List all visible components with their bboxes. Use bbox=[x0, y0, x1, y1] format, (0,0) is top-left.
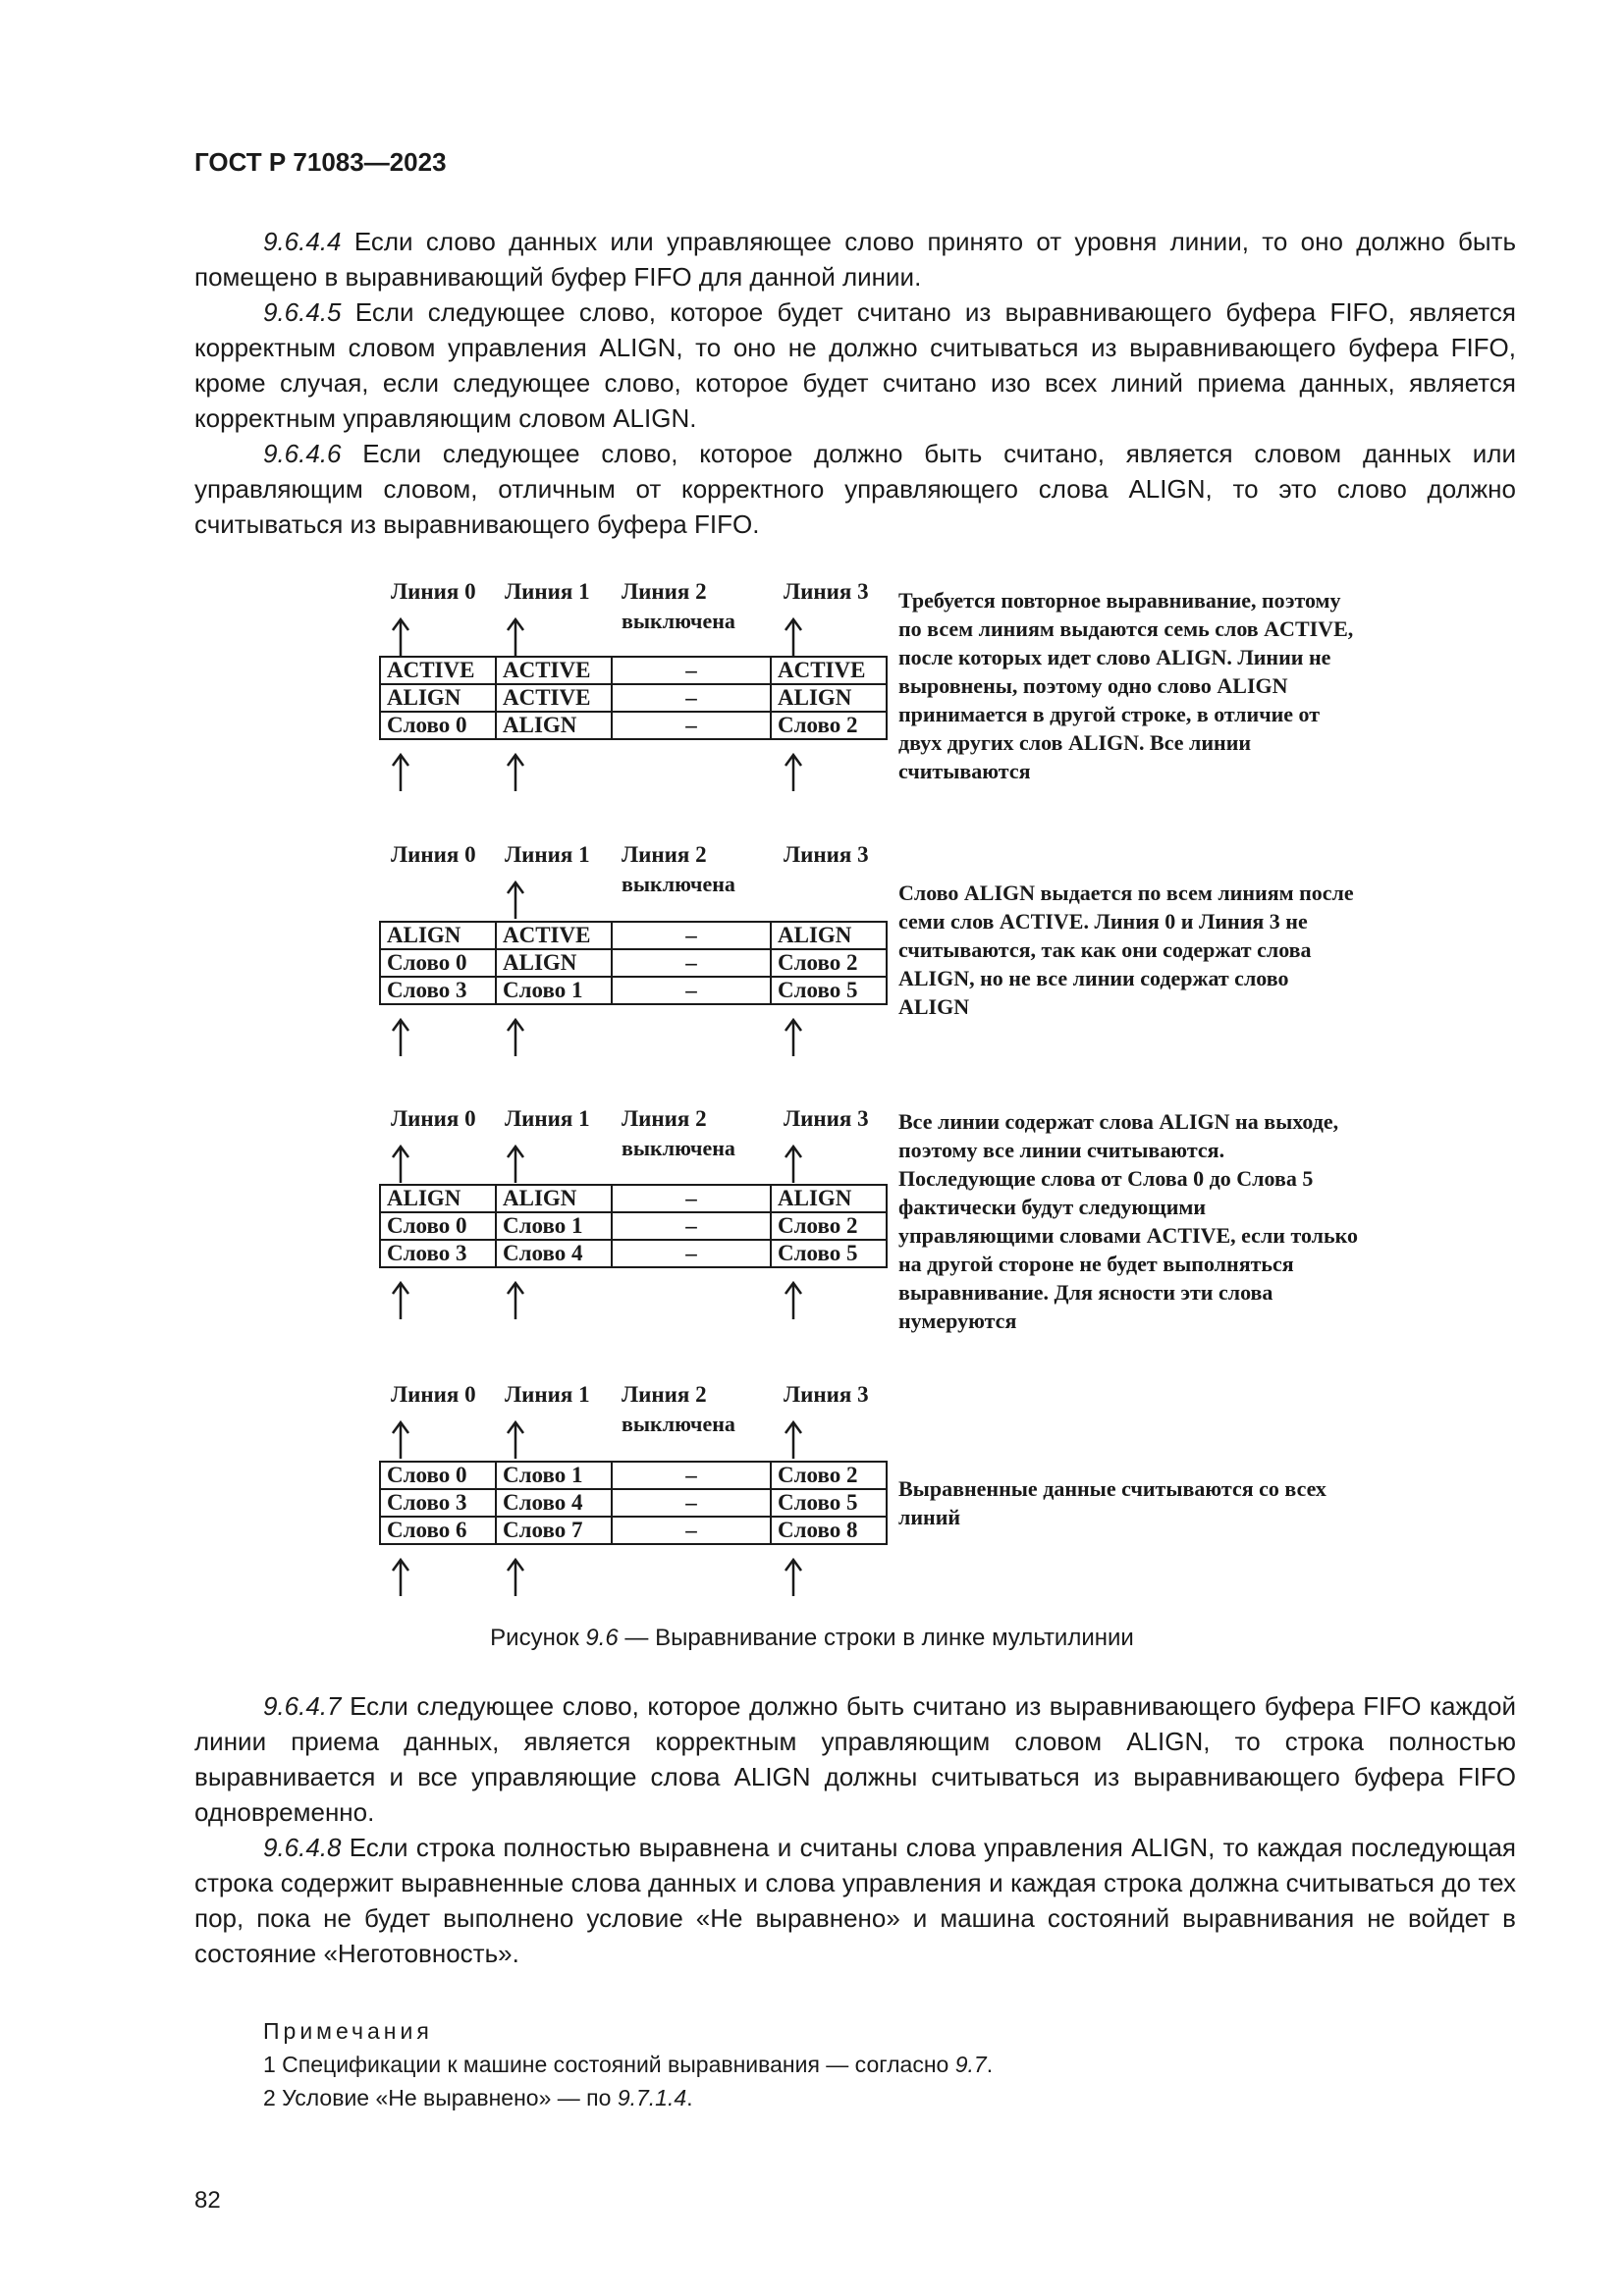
table-cell: ALIGN bbox=[380, 1185, 496, 1212]
table-cell: ACTIVE bbox=[496, 684, 612, 712]
note-item bbox=[263, 2048, 993, 2081]
arrow-up-icon bbox=[390, 1017, 411, 1056]
panel-4-description: Выравненные данные считываются со всех линий bbox=[898, 1476, 1326, 1529]
table-cell: ALIGN bbox=[771, 1185, 887, 1212]
table-cell: Слово 3 bbox=[380, 1489, 496, 1517]
table-cell: ALIGN bbox=[771, 684, 887, 712]
caption-number: 9.6 bbox=[585, 1625, 619, 1651]
table-cell: ALIGN bbox=[496, 1185, 612, 1212]
note-item bbox=[263, 2081, 993, 2114]
lane-2-label bbox=[622, 1380, 735, 1439]
fifo-table-2 bbox=[379, 921, 888, 1005]
table-cell: ALIGN bbox=[380, 684, 496, 712]
note-end: . bbox=[686, 2085, 693, 2110]
note-reference: 9.7.1.4 bbox=[617, 2085, 687, 2110]
table-cell: – bbox=[612, 1185, 771, 1212]
table-cell: ALIGN bbox=[496, 949, 612, 977]
table-cell: Слово 3 bbox=[380, 977, 496, 1004]
panel-2-description: Слово ALIGN выдается по всем линиям после семи слов ACTIVE. Линия 0 и Линия 3 не считываются, так как они содержат слова ALIGN, но не все линии содержат слово ALIGN bbox=[898, 881, 1354, 1019]
lane-1-label: Линия 1 bbox=[505, 579, 590, 604]
table-cell: Слово 0 bbox=[380, 949, 496, 977]
table-row bbox=[380, 1462, 887, 1489]
arrow-up-icon bbox=[783, 1144, 804, 1183]
lane-2-label bbox=[622, 840, 735, 899]
table-cell: Слово 4 bbox=[496, 1489, 612, 1517]
lane-2-disabled-label: выключена bbox=[622, 872, 735, 896]
table-cell: ALIGN bbox=[496, 712, 612, 739]
arrow-up-icon bbox=[505, 752, 526, 791]
table-cell: – bbox=[612, 684, 771, 712]
lane-0-label: Линия 0 bbox=[391, 1382, 476, 1407]
table-cell: – bbox=[612, 922, 771, 949]
table-row bbox=[380, 1240, 887, 1267]
lane-2-label bbox=[622, 577, 735, 636]
table-cell: Слово 7 bbox=[496, 1517, 612, 1544]
note-text: 2 Условие «Не выравнено» — по bbox=[263, 2085, 618, 2110]
arrow-up-icon bbox=[390, 616, 411, 656]
table-cell: Слово 5 bbox=[771, 1240, 887, 1267]
lane-1-label: Линия 1 bbox=[505, 1106, 590, 1131]
table-row bbox=[380, 922, 887, 949]
paragraph-text: Если слово данных или управляющее слово принято от уровня линии, то оно должно быть помещено в выравнивающий буфер FIFO для данной линии. bbox=[194, 227, 1516, 292]
panel-3-description: Все линии содержат слова ALIGN на выходе, поэтому все линии считываются. Последующие слова от Слова 0 до Слова 5 фактически будут следующими управляющими словами ACTIVE, если только на другой стороне не будет выполняться выравнивание. Для ясности эти слова нумеруются bbox=[898, 1109, 1359, 1333]
table-cell: Слово 2 bbox=[771, 712, 887, 739]
arrow-up-icon bbox=[505, 880, 526, 919]
table-cell: Слово 5 bbox=[771, 1489, 887, 1517]
lane-2-title: Линия 2 bbox=[622, 579, 707, 604]
lane-2-disabled-label: выключена bbox=[622, 1412, 735, 1436]
table-cell: ACTIVE bbox=[496, 657, 612, 684]
arrow-up-icon bbox=[390, 1280, 411, 1319]
lane-3-label: Линия 3 bbox=[784, 1106, 869, 1131]
clause-number: 9.6.4.5 bbox=[263, 297, 342, 327]
paragraph-9-6-4-8 bbox=[194, 1830, 1516, 1971]
arrow-up-icon bbox=[505, 616, 526, 656]
arrow-up-icon bbox=[505, 1419, 526, 1459]
notes-title: Примечания bbox=[263, 2018, 433, 2044]
arrow-up-icon bbox=[783, 616, 804, 656]
paragraph-9-6-4-4 bbox=[194, 224, 1516, 294]
lane-3-label: Линия 3 bbox=[784, 842, 869, 867]
lane-2-title: Линия 2 bbox=[622, 1106, 707, 1131]
arrow-up-icon bbox=[783, 752, 804, 791]
lane-0-label: Линия 0 bbox=[391, 1106, 476, 1131]
table-cell: Слово 0 bbox=[380, 1462, 496, 1489]
table-cell: Слово 8 bbox=[771, 1517, 887, 1544]
table-cell: – bbox=[612, 712, 771, 739]
table-cell: Слово 2 bbox=[771, 1462, 887, 1489]
table-row bbox=[380, 684, 887, 712]
arrow-up-icon bbox=[390, 752, 411, 791]
table-cell: Слово 1 bbox=[496, 977, 612, 1004]
paragraph-9-6-4-5 bbox=[194, 294, 1516, 436]
table-cell: ACTIVE bbox=[380, 657, 496, 684]
caption-prefix: Рисунок bbox=[490, 1625, 586, 1651]
table-cell: Слово 1 bbox=[496, 1462, 612, 1489]
table-cell: Слово 2 bbox=[771, 949, 887, 977]
table-cell: Слово 4 bbox=[496, 1240, 612, 1267]
table-cell: – bbox=[612, 657, 771, 684]
table-row bbox=[380, 977, 887, 1004]
table-row bbox=[380, 657, 887, 684]
paragraph-9-6-4-7 bbox=[194, 1688, 1516, 1830]
table-cell: ALIGN bbox=[771, 922, 887, 949]
table-cell: ACTIVE bbox=[771, 657, 887, 684]
arrow-up-icon bbox=[783, 1017, 804, 1056]
lane-2-disabled-label: выключена bbox=[622, 609, 735, 633]
fifo-table-1 bbox=[379, 656, 888, 740]
table-cell: – bbox=[612, 1240, 771, 1267]
table-cell: Слово 2 bbox=[771, 1212, 887, 1240]
table-cell: – bbox=[612, 949, 771, 977]
paragraph-text: Если строка полностью выравнена и считаны слова управления ALIGN, то каждая последующая строка содержит выравненные слова данных и слова управления и каждая строка должна считываться до тех пор, пока не будет выполнено условие «Не выравнено» и машина состояний выравнивания не войдет в состояние «Неготовность». bbox=[194, 1833, 1516, 1968]
table-cell: – bbox=[612, 977, 771, 1004]
arrow-up-icon bbox=[505, 1557, 526, 1596]
lane-2-disabled-label: выключена bbox=[622, 1136, 735, 1160]
table-cell: ALIGN bbox=[380, 922, 496, 949]
body-text-top bbox=[194, 224, 1516, 542]
table-row bbox=[380, 1517, 887, 1544]
table-row bbox=[380, 1185, 887, 1212]
table-cell: Слово 6 bbox=[380, 1517, 496, 1544]
paragraph-text: Если следующее слово, которое будет считано из выравнивающего буфера FIFO, является корректным словом управления ALIGN, то оно не должно считываться из выравнивающего буфера FIFO, кроме случая, если следующее слово, которое будет считано изо всех линий приема данных, является корректным управляющим словом ALIGN. bbox=[194, 297, 1516, 433]
table-row bbox=[380, 1489, 887, 1517]
note-end: . bbox=[986, 2052, 994, 2077]
paragraph-text: Если следующее слово, которое должно быть считано, является словом данных или управляющим словом, отличным от корректного управляющего слова ALIGN, то это слово должно считываться из выравнивающего буфера FIFO. bbox=[194, 439, 1516, 539]
page-number: 82 bbox=[194, 2187, 221, 2214]
table-cell: – bbox=[612, 1517, 771, 1544]
table-row bbox=[380, 949, 887, 977]
table-cell: Слово 0 bbox=[380, 1212, 496, 1240]
table-cell: Слово 5 bbox=[771, 977, 887, 1004]
notes bbox=[263, 2014, 993, 2114]
lane-2-title: Линия 2 bbox=[622, 842, 707, 867]
caption-text: — Выравнивание строки в линке мультилинии bbox=[618, 1625, 1134, 1651]
lane-0-label: Линия 0 bbox=[391, 842, 476, 867]
arrow-up-icon bbox=[390, 1557, 411, 1596]
lane-3-label: Линия 3 bbox=[784, 579, 869, 604]
lane-2-label bbox=[622, 1104, 735, 1163]
table-cell: – bbox=[612, 1462, 771, 1489]
arrow-up-icon bbox=[390, 1144, 411, 1183]
table-cell: – bbox=[612, 1212, 771, 1240]
arrow-up-icon bbox=[505, 1017, 526, 1056]
fifo-table-3 bbox=[379, 1184, 888, 1268]
clause-number: 9.6.4.6 bbox=[263, 439, 342, 468]
arrow-up-icon bbox=[783, 1280, 804, 1319]
table-cell: ACTIVE bbox=[496, 922, 612, 949]
arrow-up-icon bbox=[783, 1419, 804, 1459]
clause-number: 9.6.4.4 bbox=[263, 227, 342, 256]
paragraph-9-6-4-6 bbox=[194, 436, 1516, 542]
clause-number: 9.6.4.7 bbox=[263, 1691, 342, 1721]
lane-1-label: Линия 1 bbox=[505, 1382, 590, 1407]
arrow-up-icon bbox=[505, 1280, 526, 1319]
lane-2-title: Линия 2 bbox=[622, 1382, 707, 1407]
arrow-up-icon bbox=[505, 1144, 526, 1183]
table-cell: Слово 3 bbox=[380, 1240, 496, 1267]
table-cell: – bbox=[612, 1489, 771, 1517]
table-row bbox=[380, 712, 887, 739]
lane-0-label: Линия 0 bbox=[391, 579, 476, 604]
table-cell: Слово 1 bbox=[496, 1212, 612, 1240]
paragraph-text: Если следующее слово, которое должно быть считано из выравнивающего буфера FIFO каждой линии приема данных, является корректным управляющим словом ALIGN, то строка полностью выравнивается и все управляющие слова ALIGN должны считываться из выравнивающего буфера FIFO одновременно. bbox=[194, 1691, 1516, 1827]
page-header: ГОСТ Р 71083—2023 bbox=[194, 147, 447, 177]
fifo-table-4 bbox=[379, 1461, 888, 1545]
table-cell: Слово 0 bbox=[380, 712, 496, 739]
lane-3-label: Линия 3 bbox=[784, 1382, 869, 1407]
arrow-up-icon bbox=[783, 1557, 804, 1596]
arrow-up-icon bbox=[390, 1419, 411, 1459]
body-text-bottom bbox=[194, 1688, 1516, 1971]
table-row bbox=[380, 1212, 887, 1240]
note-text: 1 Спецификации к машине состояний выравнивания — согласно bbox=[263, 2052, 955, 2077]
note-reference: 9.7 bbox=[954, 2052, 987, 2077]
lane-1-label: Линия 1 bbox=[505, 842, 590, 867]
figure-caption bbox=[0, 1625, 1624, 1652]
panel-1-description: Требуется повторное выравнивание, поэтому по всем линиям выдаются семь слов ACTIVE, после которых идет слово ALIGN. Линии не выровнены, поэтому одно слово ALIGN принимается в другой строке, в отличие от двух других слов ALIGN. Все линии считываются bbox=[898, 588, 1354, 783]
clause-number: 9.6.4.8 bbox=[263, 1833, 342, 1862]
